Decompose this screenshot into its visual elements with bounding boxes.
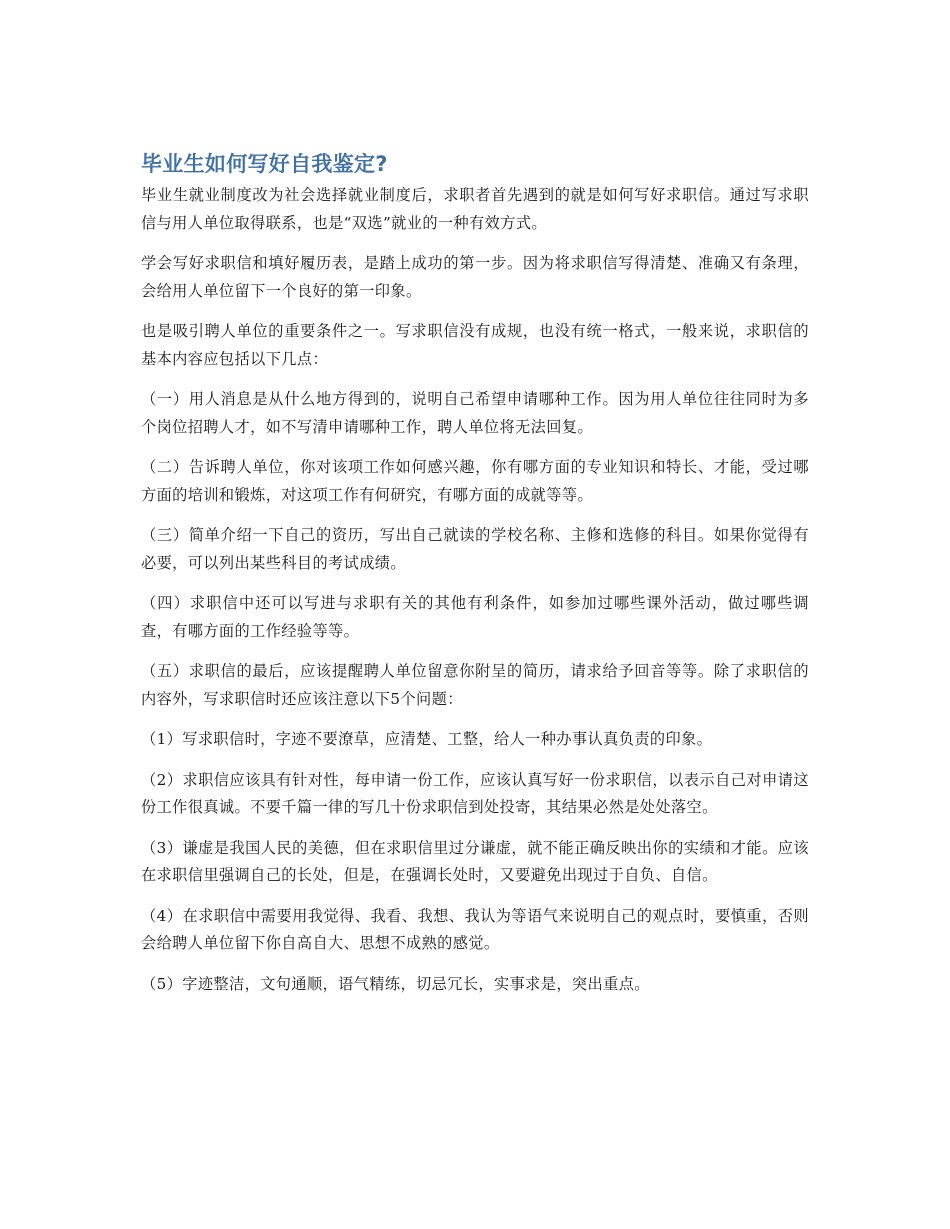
- paragraph-issue-4: （4）在求职信中需要用我觉得、我看、我想、我认为等语气来说明自己的观点时，要慎重，否则会给聘人单位留下你自高自大、思想不成熟的感觉。: [141, 906, 809, 952]
- paragraph-issue-2: （2）求职信应该具有针对性，每申请一份工作，应该认真写好一份求职信，以表示自己对申请这份工作很真诚。不要千篇一律的写几十份求职信到处投寄，其结果必然是处处落空。: [141, 770, 809, 816]
- paragraph-issue-1: （1）写求职信时，字迹不要潦草，应清楚、工整，给人一种办事认真负责的印象。: [141, 730, 713, 748]
- paragraph-issue-5: （5）字迹整洁，文句通顺，语气精练，切忌冗长，实事求是，突出重点。: [141, 974, 650, 993]
- page-title: 毕业生如何写好自我鉴定?: [141, 152, 388, 176]
- paragraph-point-2: （二）告诉聘人单位，你对该项工作如何感兴趣，你有哪方面的专业知识和特长、才能，受过哪方面的培训和锻炼，对这项工作有何研究，有哪方面的成就等等。: [141, 458, 809, 504]
- paragraph-issue-3: （3）谦虚是我国人民的美德，但在求职信里过分谦虚，就不能正确反映出你的实绩和才能。应该在求职信里强调自己的长处，但是，在强调长处时，又要避免出现过于自负、自信。: [141, 838, 809, 884]
- paragraph-first-step: 学会写好求职信和填好履历表，是踏上成功的第一步。因为将求职信写得清楚、准确又有条理，会给用人单位留下一个良好的第一印象。: [141, 254, 809, 300]
- paragraph-point-4: （四）求职信中还可以写进与求职有关的其他有利条件，如参加过哪些课外活动，做过哪些调查，有哪方面的工作经验等等。: [141, 594, 809, 640]
- paragraph-intro: 毕业生就业制度改为社会选择就业制度后，求职者首先遇到的就是如何写好求职信。通过写求职信与用人单位取得联系，也是“双选”就业的一种有效方式。: [141, 186, 809, 232]
- paragraph-point-1: （一）用人消息是从什么地方得到的，说明自己希望申请哪种工作。因为用人单位往往同时为多个岗位招聘人才，如不写清申请哪种工作，聘人单位将无法回复。: [141, 390, 809, 436]
- paragraph-point-3: （三）简单介绍一下自己的资历，写出自己就读的学校名称、主修和选修的科目。如果你觉得有必要，可以列出某些科目的考试成绩。: [141, 526, 809, 572]
- document-page: [141, 150, 809, 1011]
- paragraph-point-5: （五）求职信的最后，应该提醒聘人单位留意你附呈的简历，请求给予回音等等。除了求职信的内容外，写求职信时还应该注意以下5个问题：: [141, 662, 809, 708]
- paragraph-content-overview: 也是吸引聘人单位的重要条件之一。写求职信没有成规，也没有统一格式，一般来说，求职信的基本内容应包括以下几点：: [141, 322, 809, 368]
